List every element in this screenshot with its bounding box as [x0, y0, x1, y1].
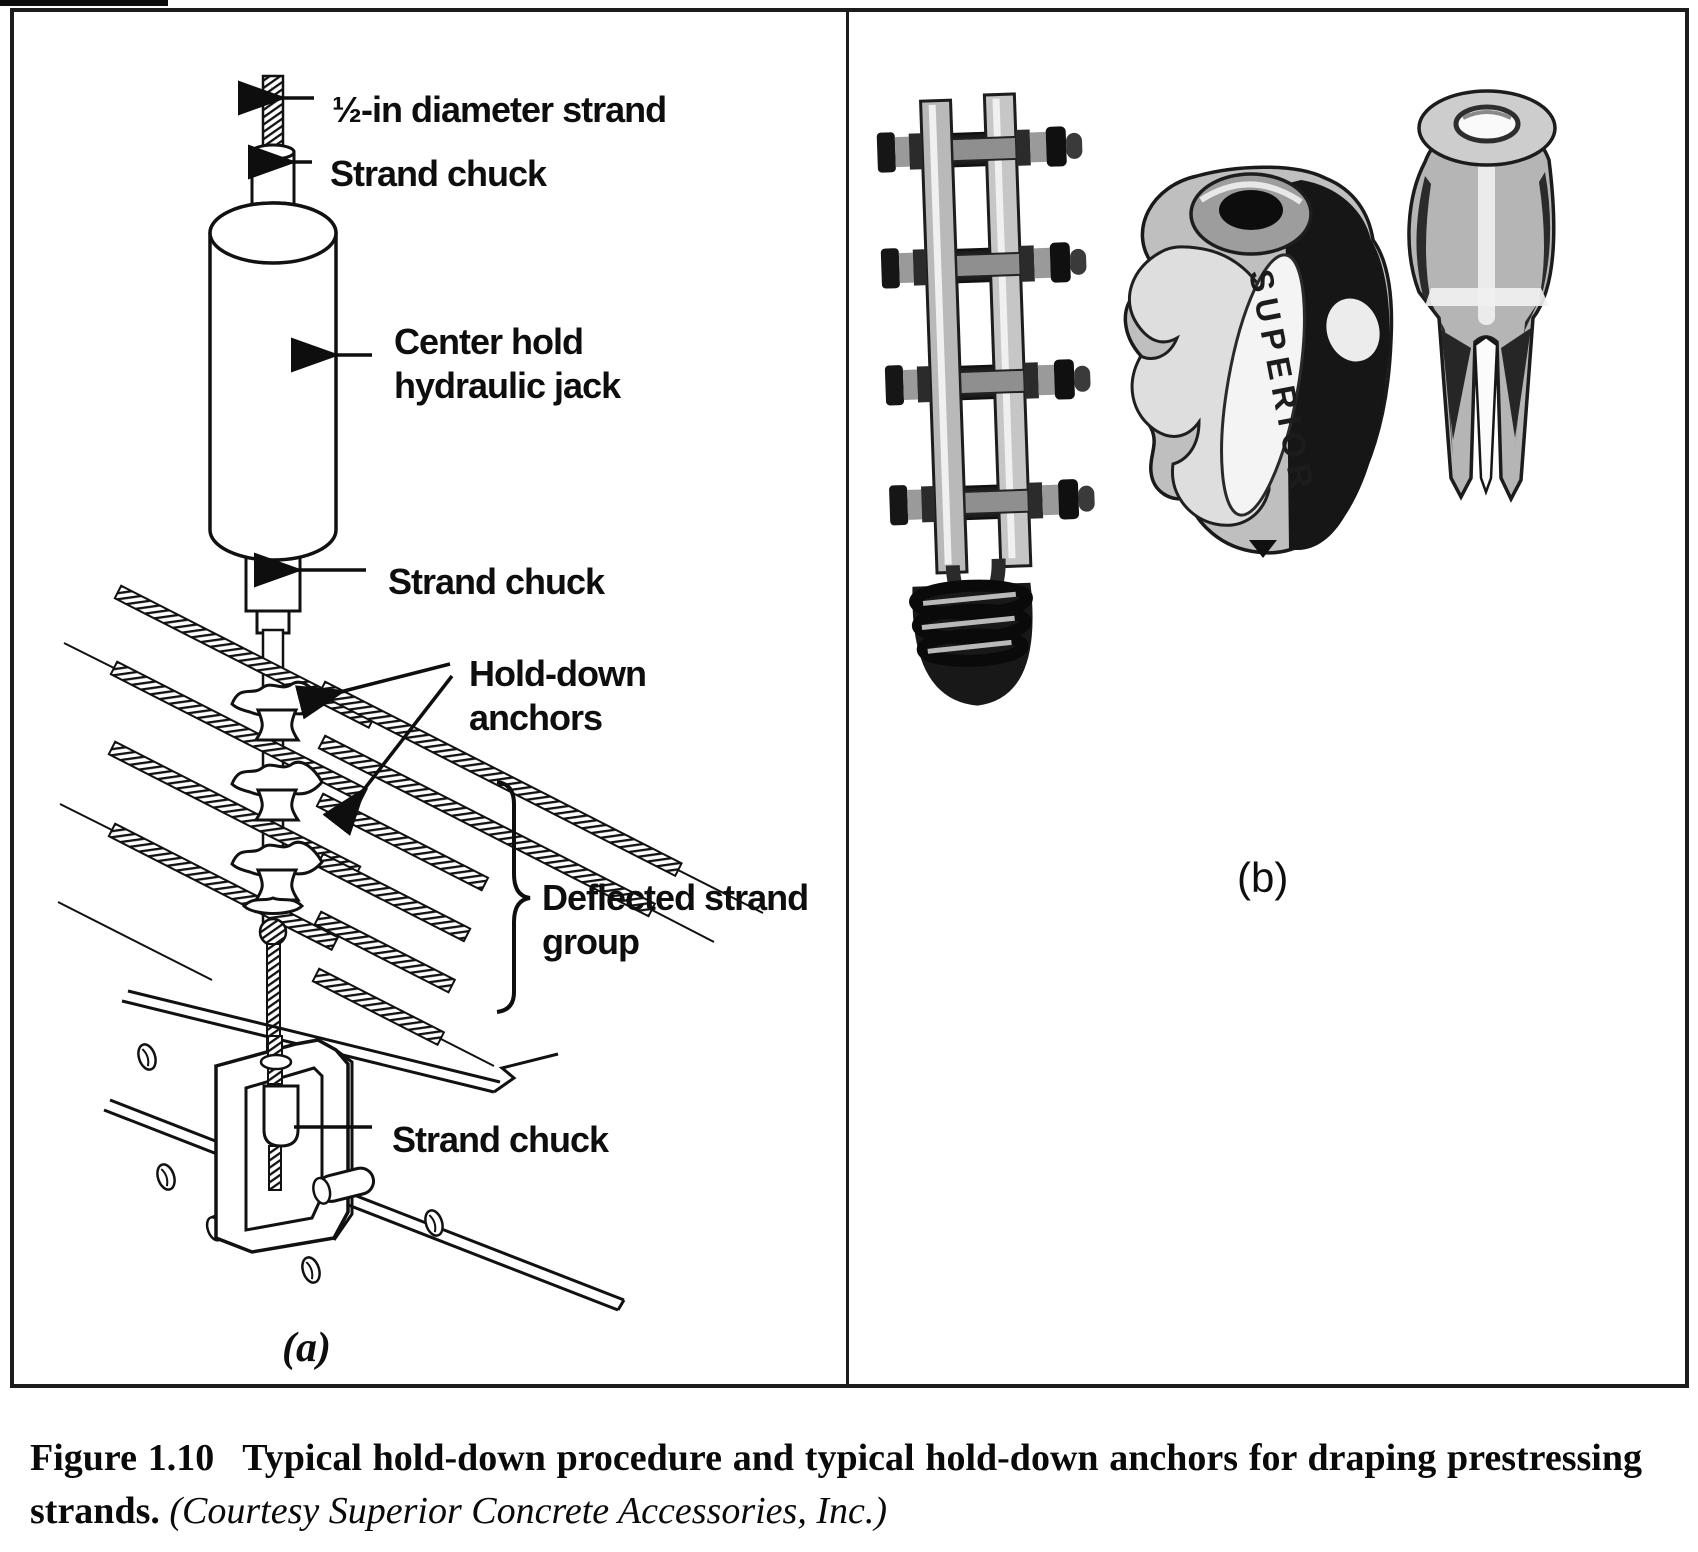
hold-down-procedure-drawing [14, 12, 846, 1380]
caption-title: Typical hold-down procedure and typical hold-down anchors for draping prestressing strands. [30, 1437, 1642, 1532]
label-hydraulic-jack [394, 320, 620, 408]
figure-number: Figure 1.10 [30, 1437, 215, 1479]
rod-ball-end [260, 919, 286, 945]
arrow-anchors-1 [340, 664, 450, 692]
label-line: Strand chuck [388, 561, 605, 602]
label-diameter-strand [332, 88, 666, 132]
arrow-anchors-2 [362, 676, 452, 792]
clamp-inner-chuck [264, 1086, 298, 1146]
panel-b [846, 12, 1688, 1384]
figure-frame [10, 8, 1689, 1388]
label-line: anchors [469, 697, 603, 738]
label-line: group [542, 921, 639, 962]
panel-a-label: (a) [282, 1325, 331, 1371]
figure-caption [30, 1432, 1642, 1538]
label-line: Strand chuck [392, 1119, 609, 1160]
panel-a [14, 12, 846, 1384]
forked-anchor [1409, 91, 1555, 499]
label-line: Deflected strand [542, 877, 809, 918]
label-strand-chuck-mid [388, 560, 604, 604]
hold-down-anchors-photo [849, 12, 1685, 1380]
label-deflected-strand-group [542, 876, 808, 964]
ladder-bolts [877, 126, 1096, 526]
scan-artifact [0, 0, 168, 6]
hold-down-anchor-stack [232, 682, 322, 913]
label-hold-down-anchors [469, 652, 646, 740]
label-line: hydraulic jack [394, 365, 621, 406]
ladder-bolt-anchor [875, 92, 1101, 709]
deflected-group-brace [497, 782, 530, 1012]
label-line: ½-in diameter strand [332, 89, 667, 130]
panel-b-label: (b) [1237, 854, 1289, 901]
label-strand-chuck-bottom [392, 1118, 608, 1162]
strand-chuck-clamp [216, 1036, 376, 1252]
label-line: Strand chuck [330, 153, 547, 194]
hold-down-anchor-base [244, 898, 302, 914]
superior-brand-text: SUPERIOR [1242, 266, 1322, 496]
label-line: Hold-down [469, 653, 646, 694]
label-strand-chuck-top [330, 152, 546, 196]
ladder-threaded-end [912, 583, 1036, 708]
label-line: Center hold [394, 321, 584, 362]
caption-credit: (Courtesy Superior Concrete Accessories, Inc.) [169, 1490, 887, 1532]
hydraulic-jack-shape [210, 203, 336, 560]
superior-anchor [1125, 167, 1391, 558]
